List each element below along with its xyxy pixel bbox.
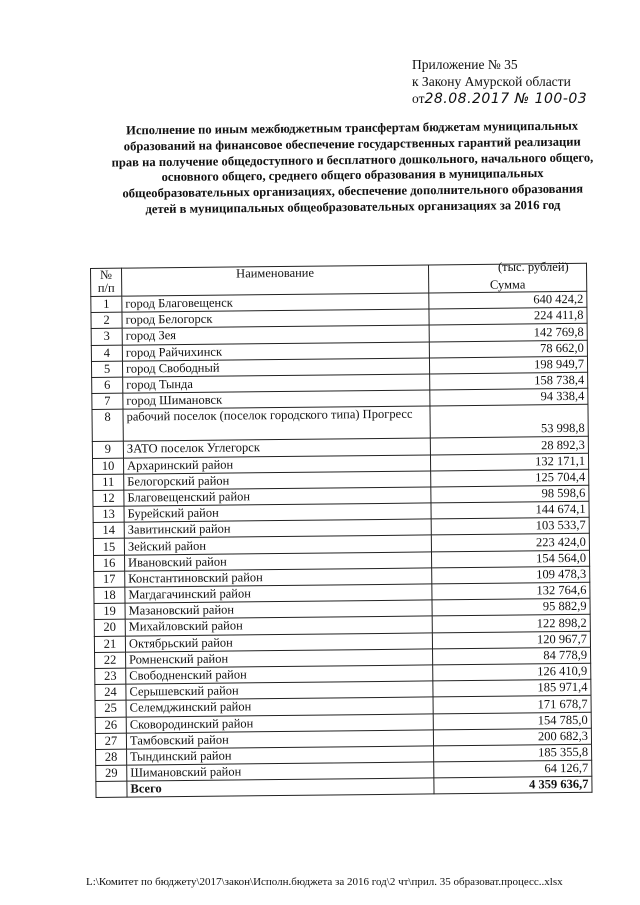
appendix-date-line — [412, 90, 632, 108]
row-number: 26 — [95, 717, 126, 734]
row-name: Октябрьский район — [125, 632, 432, 651]
row-number: 21 — [94, 636, 125, 653]
total-label: Всего — [127, 778, 434, 797]
row-sum: 103 533,7 — [431, 518, 589, 536]
row-number: 8 — [92, 409, 123, 441]
appendix-date-prefix: от — [412, 91, 425, 106]
row-sum: 28 892,3 — [430, 437, 588, 455]
header-name: Наименование — [122, 265, 429, 296]
row-sum: 185 971,4 — [433, 679, 591, 697]
row-name: Завитинский район — [124, 519, 431, 538]
row-name: Архаринский район — [123, 454, 430, 473]
row-sum: 223 424,0 — [431, 534, 589, 552]
row-sum: 120 967,7 — [432, 631, 590, 649]
row-name: город Шимановск — [123, 390, 430, 409]
row-number: 25 — [95, 700, 126, 717]
row-number: 24 — [95, 684, 126, 701]
row-number: 17 — [94, 571, 125, 588]
row-number: 28 — [96, 749, 127, 766]
row-name: Ивановский район — [125, 552, 432, 571]
row-sum: 78 662,0 — [429, 340, 587, 358]
row-sum: 171 678,7 — [433, 696, 591, 714]
row-number: 10 — [92, 458, 123, 475]
row-number: 27 — [95, 733, 126, 750]
document-title: Исполнение по иным межбюджетным трансфертам бюджетам муниципальных образований на финансовое обеспечение государственных гарантий реализации прав на получение общедоступного и бесплатного дошкольного, начального общего, основного общего, среднего общего образования в муниципальных общеобразовательных организациях, обеспечение дополнительного образования детей в муниципальных общеобразовательных организациях за 2016 год — [111, 118, 594, 217]
row-name: Шимановский район — [127, 762, 434, 781]
row-number: 15 — [93, 539, 124, 556]
row-number: 18 — [94, 587, 125, 604]
total-num-cell — [96, 781, 127, 798]
row-sum: 132 764,6 — [432, 582, 590, 600]
row-number: 14 — [93, 522, 124, 539]
table-row — [92, 405, 588, 442]
row-sum: 144 674,1 — [431, 501, 589, 519]
row-name: Тындинский район — [127, 746, 434, 765]
row-sum: 98 598,6 — [431, 485, 589, 503]
row-name: Бурейский район — [124, 503, 431, 522]
row-name: город Свободный — [122, 358, 429, 377]
row-number: 12 — [93, 490, 124, 507]
row-name: Серышевский район — [126, 681, 433, 700]
row-number: 23 — [95, 668, 126, 685]
row-sum: 158 738,4 — [430, 372, 588, 390]
row-name: Белогорский район — [124, 471, 431, 490]
row-number: 22 — [95, 652, 126, 669]
row-name: город Зея — [122, 325, 429, 344]
file-path-footer: L:\Комитет по бюджету\2017\закон\Исполн.бюджета за 2016 год\2 чт\прил. 35 образоват.процесс..xlsx — [86, 876, 563, 888]
row-name: Мазановский район — [125, 600, 432, 619]
appendix-law: к Закону Амурской области — [412, 74, 571, 89]
header-num: № п/п — [91, 268, 122, 296]
row-number: 19 — [94, 603, 125, 620]
row-name: Магдагачинский район — [125, 584, 432, 603]
row-name: Михайловский район — [125, 616, 432, 635]
row-sum: 154 785,0 — [433, 712, 591, 730]
row-sum: 95 882,9 — [432, 598, 590, 616]
row-number: 7 — [92, 393, 123, 410]
header-sum: Сумма — [428, 263, 586, 293]
total-sum: 4 359 636,7 — [434, 777, 592, 795]
row-number: 9 — [92, 441, 123, 458]
row-name: город Благовещенск — [122, 293, 429, 312]
appendix-number: Приложение № 35 — [412, 57, 518, 72]
row-sum: 125 704,4 — [431, 469, 589, 487]
row-name: Зейский район — [124, 535, 431, 554]
row-number: 16 — [94, 555, 125, 572]
row-name: город Тында — [123, 374, 430, 393]
row-number: 2 — [91, 312, 122, 329]
row-name: город Белогорск — [122, 309, 429, 328]
row-number: 29 — [96, 765, 127, 782]
row-number: 11 — [93, 474, 124, 491]
row-sum: 640 424,2 — [429, 291, 587, 309]
handwritten-date-number: 28.08.2017 № 100-03 — [424, 91, 588, 107]
row-number: 4 — [91, 345, 122, 362]
table-body — [91, 291, 592, 798]
row-number: 13 — [93, 506, 124, 523]
row-sum: 224 411,8 — [429, 307, 587, 325]
row-sum: 94 338,4 — [430, 388, 588, 406]
row-sum: 84 778,9 — [433, 647, 591, 665]
row-sum: 142 769,8 — [429, 324, 587, 342]
row-sum: 109 478,3 — [432, 566, 590, 584]
row-name: Селемджинский район — [126, 697, 433, 716]
row-number: 3 — [91, 329, 122, 346]
row-name: ЗАТО поселок Углегорск — [123, 438, 430, 457]
row-name: Сковородинский район — [126, 713, 433, 732]
row-number: 1 — [91, 296, 122, 313]
row-name: Тамбовский район — [126, 730, 433, 749]
row-sum: 132 171,1 — [430, 453, 588, 471]
row-sum: 53 998,8 — [430, 405, 588, 439]
row-name: рабочий поселок (поселок городского типа) Прогресс — [123, 406, 430, 441]
row-name: Константиновский район — [125, 568, 432, 587]
row-name: город Райчихинск — [122, 342, 429, 361]
row-number: 6 — [92, 377, 123, 394]
table-header-row — [91, 263, 587, 296]
row-number: 5 — [91, 361, 122, 378]
row-sum: 154 564,0 — [431, 550, 589, 568]
transfers-table — [90, 263, 593, 799]
row-name: Свободненский район — [126, 665, 433, 684]
row-name: Ромненский район — [126, 649, 433, 668]
row-sum: 200 682,3 — [433, 728, 591, 746]
row-sum: 122 898,2 — [432, 615, 590, 633]
appendix-block — [412, 56, 632, 108]
row-sum: 185 355,8 — [434, 744, 592, 762]
unit-label: (тыс. рублей) — [498, 260, 569, 274]
row-sum: 198 949,7 — [429, 356, 587, 374]
row-sum: 64 126,7 — [434, 760, 592, 778]
row-name: Благовещенский район — [124, 487, 431, 506]
row-number: 20 — [94, 620, 125, 637]
row-sum: 126 410,9 — [433, 663, 591, 681]
